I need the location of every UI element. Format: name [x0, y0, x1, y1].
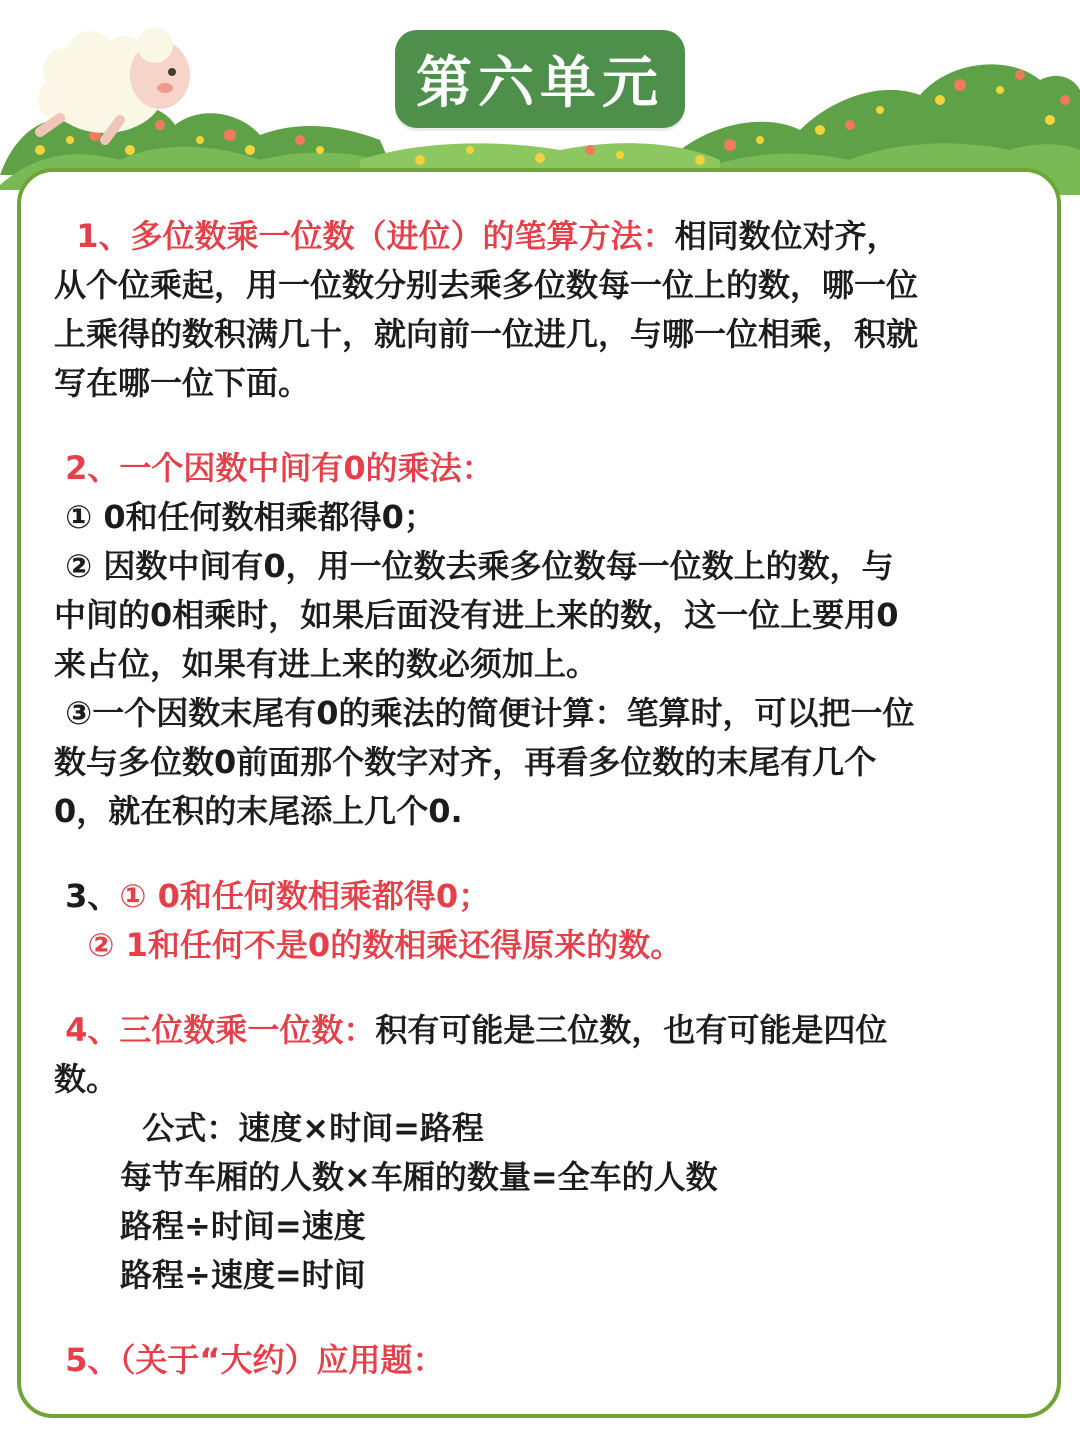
unit-title-badge [395, 30, 685, 128]
section-3-prefix: 3、 [54, 877, 120, 915]
section-4-heading: 4、三位数乘一位数： [54, 1011, 376, 1049]
section-4-line: 数。 [54, 1060, 119, 1098]
section-1 [54, 212, 1044, 408]
section-1-line: 从个位乘起，用一位数分别去乘多位数每一位上的数，哪一位 [54, 266, 919, 304]
section-1-line: 写在哪一位下面。 [54, 364, 311, 402]
formula-line: 每节车厢的人数×车厢的数量=全车的人数 [120, 1158, 718, 1196]
page-title: 第六单元 [416, 51, 664, 116]
section-5-heading: 5、（关于“大约）应用题： [54, 1341, 445, 1379]
section-2-line: 0，就在积的末尾添上几个0. [54, 792, 463, 830]
section-1-first-line [54, 212, 1044, 261]
section-1-line: 上乘得的数积满几十，就向前一位进几，与哪一位相乘，积就 [54, 315, 919, 353]
section-5 [54, 1336, 1044, 1385]
section-2-line: ③一个因数末尾有0的乘法的简便计算：笔算时，可以把一位 [54, 694, 915, 732]
formula-line: 路程÷时间=速度 [120, 1207, 366, 1245]
section-1-heading: 1、多位数乘一位数（进位）的笔算方法： [54, 217, 675, 255]
section-2-line: 数与多位数0前面那个数字对齐，再看多位数的末尾有几个 [54, 743, 877, 781]
section-3-first-line [54, 872, 1044, 921]
section-2-line: 中间的0相乘时，如果后面没有进上来的数，这一位上要用0 [54, 596, 899, 634]
section-2-line: ① 0和任何数相乘都得0； [54, 498, 436, 536]
section-3-item-2: ② 1和任何不是0的数相乘还得原来的数。 [54, 926, 683, 964]
section-1-text: 相同数位对齐， [674, 217, 899, 255]
formula-line: 路程÷速度=时间 [120, 1256, 366, 1294]
section-3 [54, 872, 1044, 970]
formula-line: 公式：速度×时间=路程 [120, 1109, 484, 1147]
section-2 [54, 444, 1044, 836]
content-text [54, 212, 1044, 1385]
section-2-heading: 2、一个因数中间有0的乘法： [54, 449, 494, 487]
section-4 [54, 1006, 1044, 1300]
section-3-item-1: ① 0和任何数相乘都得0； [119, 877, 491, 915]
section-2-line: ② 因数中间有0，用一位数去乘多位数每一位数上的数，与 [54, 547, 894, 585]
section-4-first-line [54, 1006, 1044, 1055]
section-4-text: 积有可能是三位数，也有可能是四位 [375, 1011, 888, 1049]
section-2-line: 来占位，如果有进上来的数必须加上。 [54, 645, 599, 683]
